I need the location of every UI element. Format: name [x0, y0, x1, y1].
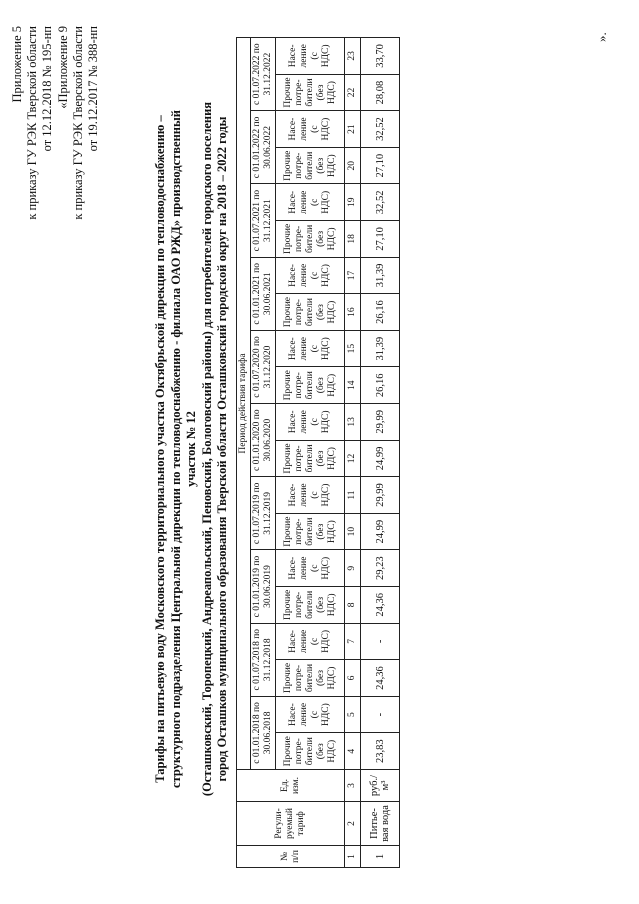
- column-number: 11: [345, 477, 361, 514]
- header-number: № п/п: [237, 846, 345, 868]
- title-line-1: Тарифы на питьевую воду Московского территориального участка Октябрьской дирекции по тепловодоснабжению –: [153, 115, 167, 783]
- tariff-value-cell: 24,99: [361, 440, 400, 477]
- other-consumers-header: Прочие потре-бители (без НДС): [276, 367, 345, 404]
- appendix-5-block: [10, 26, 55, 220]
- tariff-value-cell: 27,10: [361, 221, 400, 258]
- period-header: с 01.01.2019 по 30.06.2019: [251, 550, 276, 623]
- header-row-period: [237, 38, 251, 868]
- title-line-3: (Осташковский, Торопецкий, Андреапольский, Пеновский, Бологовский районы) для потребителей городского поселения: [199, 101, 214, 797]
- tariff-table-body: [237, 38, 400, 868]
- column-number: 22: [345, 74, 361, 111]
- population-header: Насе-ление (с НДС): [276, 404, 345, 441]
- period-header: с 01.07.2022 по 31.12.2022: [251, 38, 276, 111]
- tariff-value-cell: 28,08: [361, 74, 400, 111]
- tariff-value-cell: 24,36: [361, 660, 400, 697]
- tariff-value-cell: 29,23: [361, 550, 400, 587]
- column-number: 19: [345, 184, 361, 221]
- tariff-value-cell: 32,52: [361, 111, 400, 148]
- period-header: с 01.07.2021 по 31.12.2021: [251, 184, 276, 257]
- appendix-5-number: Приложение 5: [10, 26, 24, 103]
- tariff-value-cell: -: [361, 623, 400, 660]
- tariff-value-cell: 24,36: [361, 587, 400, 624]
- population-header: Насе-ление (с НДС): [276, 696, 345, 733]
- row-unit: руб./м³: [361, 770, 400, 802]
- period-header: с 01.07.2019 по 31.12.2019: [251, 477, 276, 550]
- row-tariff-name: Питье-вая вода: [361, 802, 400, 846]
- appendix-9-order: к приказу ГУ РЭК Тверской области: [71, 26, 85, 220]
- tariff-value-cell: 24,99: [361, 513, 400, 550]
- document-title: [153, 89, 231, 809]
- period-header: с 01.01.2018 по 30.06.2018: [251, 696, 276, 769]
- population-header: Насе-ление (с НДС): [276, 623, 345, 660]
- column-number: 15: [345, 330, 361, 367]
- appendix-9-date: от 19.12.2017 № 388-нп: [86, 26, 100, 152]
- column-number-row: [345, 38, 361, 868]
- column-number: 12: [345, 440, 361, 477]
- column-number: 17: [345, 257, 361, 294]
- row-number: 1: [361, 846, 400, 868]
- column-number: 13: [345, 404, 361, 441]
- period-header: с 01.07.2020 по 31.12.2020: [251, 330, 276, 403]
- tariff-value-cell: 26,16: [361, 367, 400, 404]
- period-header: с 01.01.2021 по 30.06.2021: [251, 257, 276, 330]
- other-consumers-header: Прочие потре-бители (без НДС): [276, 513, 345, 550]
- column-number: 6: [345, 660, 361, 697]
- period-header: с 01.07.2018 по 31.12.2018: [251, 623, 276, 696]
- table-row: [361, 38, 400, 868]
- other-consumers-header: Прочие потре-бители (без НДС): [276, 221, 345, 258]
- column-number: 7: [345, 623, 361, 660]
- tariff-value-cell: 27,10: [361, 147, 400, 184]
- other-consumers-header: Прочие потре-бители (без НДС): [276, 440, 345, 477]
- tariff-value-cell: 23,83: [361, 733, 400, 770]
- tariff-value-cell: 33,70: [361, 38, 400, 75]
- tariff-value-cell: 29,99: [361, 477, 400, 514]
- appendix-5-order: к приказу ГУ РЭК Тверской области: [25, 26, 39, 220]
- tariff-value-cell: 31,39: [361, 257, 400, 294]
- tariff-value-cell: 26,16: [361, 294, 400, 331]
- other-consumers-header: Прочие потре-бители (без НДС): [276, 733, 345, 770]
- tariff-value-cell: 29,99: [361, 404, 400, 441]
- other-consumers-header: Прочие потре-бители (без НДС): [276, 587, 345, 624]
- other-consumers-header: Прочие потре-бители (без НДС): [276, 74, 345, 111]
- closing-quote: ».: [594, 32, 609, 42]
- population-header: Насе-ление (с НДС): [276, 477, 345, 514]
- population-header: Насе-ление (с НДС): [276, 38, 345, 75]
- column-number: 4: [345, 733, 361, 770]
- other-consumers-header: Прочие потре-бители (без НДС): [276, 660, 345, 697]
- header-period: Период действия тарифа: [237, 38, 251, 770]
- population-header: Насе-ление (с НДС): [276, 550, 345, 587]
- column-number: 8: [345, 587, 361, 624]
- tariff-value-cell: 32,52: [361, 184, 400, 221]
- column-number: 5: [345, 696, 361, 733]
- column-number: 21: [345, 111, 361, 148]
- appendix-5-date: от 12.12.2018 № 195-нп: [40, 26, 54, 152]
- population-header: Насе-ление (с НДС): [276, 111, 345, 148]
- header-row-dates: [251, 38, 276, 868]
- header-row-groups: [276, 38, 345, 868]
- title-line-2: структурного подразделения Центральной дирекции по тепловодоснабжению - филиала ОАО РЖД» производственный участок № 12: [168, 110, 198, 788]
- column-number: 18: [345, 221, 361, 258]
- population-header: Насе-ление (с НДС): [276, 330, 345, 367]
- column-number: 16: [345, 294, 361, 331]
- tariff-table: [236, 37, 400, 868]
- other-consumers-header: Прочие потре-бители (без НДС): [276, 147, 345, 184]
- tariff-value-cell: 31,39: [361, 330, 400, 367]
- column-number: 3: [345, 770, 361, 802]
- appendix-9-number: «Приложение 9: [56, 26, 70, 109]
- column-number: 23: [345, 38, 361, 75]
- column-number: 9: [345, 550, 361, 587]
- column-number: 1: [345, 846, 361, 868]
- population-header: Насе-ление (с НДС): [276, 184, 345, 221]
- population-header: Насе-ление (с НДС): [276, 257, 345, 294]
- header-unit: Ед. изм.: [237, 770, 345, 802]
- period-header: с 01.01.2020 по 30.06.2020: [251, 404, 276, 477]
- column-number: 2: [345, 802, 361, 846]
- column-number: 14: [345, 367, 361, 404]
- appendix-9-block: [56, 26, 101, 220]
- column-number: 10: [345, 513, 361, 550]
- period-header: с 01.01.2022 по 30.06.2022: [251, 111, 276, 184]
- other-consumers-header: Прочие потре-бители (без НДС): [276, 294, 345, 331]
- column-number: 20: [345, 147, 361, 184]
- title-line-4: город Осташков муниципального образования Тверской области Осташковский городской округ на 2018 – 2022 годы: [215, 116, 229, 782]
- tariff-value-cell: -: [361, 696, 400, 733]
- header-tariff: Регули-руемый тариф: [237, 802, 345, 846]
